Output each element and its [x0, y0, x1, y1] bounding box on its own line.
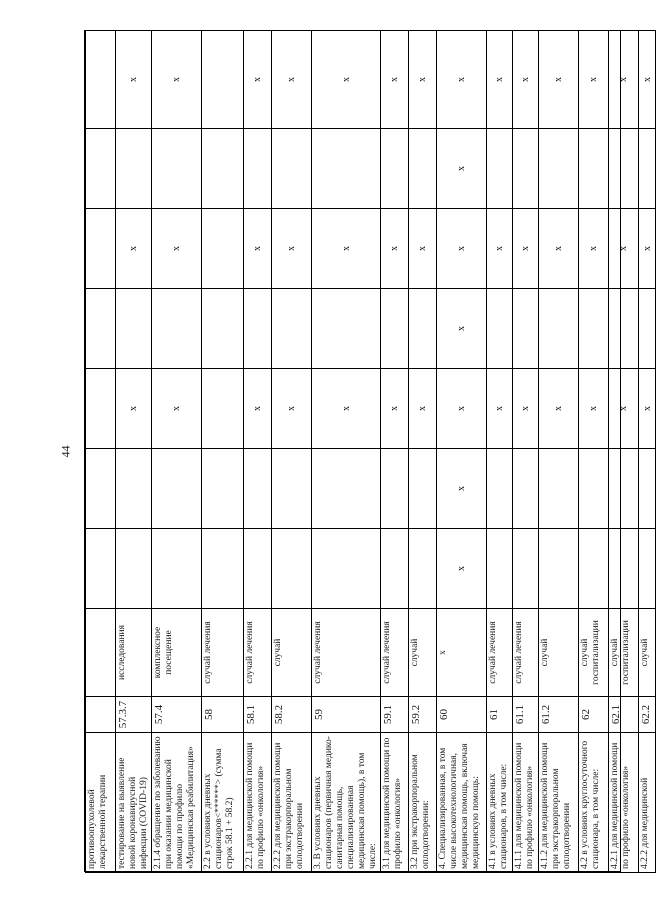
mark-cell-c7: х: [579, 31, 609, 129]
mark-cell-c5: х: [609, 209, 639, 289]
mark-cell-c4: [539, 289, 579, 369]
row-unit-cell: [86, 609, 116, 697]
mark-cell-c3: х: [244, 369, 272, 449]
mark-cell-c7: х: [409, 31, 437, 129]
row-name-cell: тестирование на выявление новой коронавирусной инфекции (COVID-19): [116, 733, 152, 873]
mark-cell-c4: [513, 289, 539, 369]
row-code-cell: 62.2: [639, 697, 656, 733]
mark-cell-c6: [116, 129, 152, 209]
mark-cell-c5: [86, 209, 116, 289]
mark-cell-c6: [579, 129, 609, 209]
row-name-cell: 4.2 в условиях круглосуточного стационара, в том числе:: [579, 733, 609, 873]
mark-cell-c3: х: [487, 369, 513, 449]
row-name-cell: 2.2 в условиях дневных стационаров<******> (сумма строк 58.1 + 58.2): [202, 733, 244, 873]
mark-cell-c6: [272, 129, 312, 209]
mark-cell-c4: [579, 289, 609, 369]
row-name-cell: 4.2.1 для медицинской помощи по профилю «онкология»: [609, 733, 639, 873]
row-code-cell: 61.1: [513, 697, 539, 733]
mark-cell-c3: х: [609, 369, 639, 449]
table-row: [312, 31, 381, 873]
row-unit-cell: исследования: [116, 609, 152, 697]
mark-cell-c4: [312, 289, 381, 369]
row-unit-cell: случай: [639, 609, 656, 697]
mark-cell-c1: [152, 529, 202, 609]
mark-cell-c4: [116, 289, 152, 369]
mark-cell-c1: [86, 529, 116, 609]
mark-cell-c7: [86, 31, 116, 129]
mark-cell-c7: х: [487, 31, 513, 129]
row-unit-cell: случай госпитализации: [609, 609, 639, 697]
mark-cell-c6: [513, 129, 539, 209]
mark-cell-c1: [579, 529, 609, 609]
mark-cell-c7: х: [609, 31, 639, 129]
mark-cell-c2: [272, 449, 312, 529]
mark-cell-c2: [152, 449, 202, 529]
mark-cell-c3: х: [272, 369, 312, 449]
row-code-cell: 59.2: [409, 697, 437, 733]
mark-cell-c5: х: [539, 209, 579, 289]
table-row: [539, 31, 579, 873]
table-row: [152, 31, 202, 873]
mark-cell-c2: [116, 449, 152, 529]
mark-cell-c3: х: [639, 369, 656, 449]
row-name-cell: 4.1.2 для медицинской помощи при экстракорпоральном оплодотворении: [539, 733, 579, 873]
row-code-cell: 58.1: [244, 697, 272, 733]
page-number: 44: [58, 445, 73, 458]
row-unit-cell: случай лечения: [202, 609, 244, 697]
data-table: [85, 30, 656, 873]
row-code-cell: 58.2: [272, 697, 312, 733]
mark-cell-c3: [202, 369, 244, 449]
row-code-cell: 59: [312, 697, 381, 733]
mark-cell-c2: [539, 449, 579, 529]
table-row: [381, 31, 409, 873]
mark-cell-c1: [409, 529, 437, 609]
rotated-table-wrapper: [85, 31, 653, 873]
row-code-cell: 58: [202, 697, 244, 733]
mark-cell-c6: [639, 129, 656, 209]
mark-cell-c6: [86, 129, 116, 209]
mark-cell-c7: х: [244, 31, 272, 129]
row-unit-cell: комплексное посещение: [152, 609, 202, 697]
row-name-cell: 4.1.1 для медицинской помощи по профилю «онкология»: [513, 733, 539, 873]
mark-cell-c5: х: [152, 209, 202, 289]
row-code-cell: 61: [487, 697, 513, 733]
table-row: [579, 31, 609, 873]
mark-cell-c2: [487, 449, 513, 529]
row-code-cell: 61.2: [539, 697, 579, 733]
mark-cell-c5: х: [272, 209, 312, 289]
row-unit-cell: случай лечения: [244, 609, 272, 697]
table-row: [86, 31, 116, 873]
row-unit-cell: случай: [409, 609, 437, 697]
row-name-cell: 2.1.4 обращение по заболеванию при оказании медицинской помощи по профилю «Медицинская реабилитация»: [152, 733, 202, 873]
mark-cell-c7: х: [639, 31, 656, 129]
mark-cell-c7: [202, 31, 244, 129]
row-name-cell: 3. В условиях дневных стационаров (первичная медико-санитарная помощь, специализированная медицинская помощь), в том числе:: [312, 733, 381, 873]
table-body: [86, 31, 656, 873]
mark-cell-c5: х: [244, 209, 272, 289]
table-row: [116, 31, 152, 873]
mark-cell-c7: х: [312, 31, 381, 129]
mark-cell-c2: [381, 449, 409, 529]
row-unit-cell: случай лечения: [381, 609, 409, 697]
table-row: [513, 31, 539, 873]
mark-cell-c2: [244, 449, 272, 529]
mark-cell-c3: х: [513, 369, 539, 449]
mark-cell-c3: [86, 369, 116, 449]
mark-cell-c1: [244, 529, 272, 609]
mark-cell-c5: х: [487, 209, 513, 289]
mark-cell-c3: х: [539, 369, 579, 449]
mark-cell-c1: [116, 529, 152, 609]
mark-cell-c3: х: [579, 369, 609, 449]
mark-cell-c2: [609, 449, 639, 529]
mark-cell-c1: [513, 529, 539, 609]
row-code-cell: 60: [437, 697, 487, 733]
mark-cell-c7: х: [116, 31, 152, 129]
mark-cell-c7: х: [152, 31, 202, 129]
row-code-cell: 59.1: [381, 697, 409, 733]
mark-cell-c1: [272, 529, 312, 609]
mark-cell-c4: [86, 289, 116, 369]
row-name-cell: 2.2.2 для медицинской помощи при экстракорпоральном оплодотворении: [272, 733, 312, 873]
mark-cell-c6: [381, 129, 409, 209]
row-name-cell: 4. Специализированная, в том числе высокотехнологичная, медицинская помощь, включая медицинскую помощь:: [437, 733, 487, 873]
mark-cell-c6: [609, 129, 639, 209]
table-row: [487, 31, 513, 873]
row-name-cell: 4.2.2 для медицинской: [639, 733, 656, 873]
row-name-cell: 3.2 при экстракорпоральном оплодотворении:: [409, 733, 437, 873]
mark-cell-c1: [539, 529, 579, 609]
mark-cell-c2: [579, 449, 609, 529]
row-unit-cell: х: [437, 609, 487, 697]
mark-cell-c7: х: [437, 31, 487, 129]
row-code-cell: [86, 697, 116, 733]
mark-cell-c1: [487, 529, 513, 609]
table-row: [244, 31, 272, 873]
mark-cell-c7: х: [539, 31, 579, 129]
table-row: [202, 31, 244, 873]
mark-cell-c4: [609, 289, 639, 369]
mark-cell-c2: [639, 449, 656, 529]
mark-cell-c7: х: [381, 31, 409, 129]
mark-cell-c6: [312, 129, 381, 209]
table-row: [639, 31, 656, 873]
mark-cell-c6: [202, 129, 244, 209]
mark-cell-c3: х: [116, 369, 152, 449]
mark-cell-c5: х: [381, 209, 409, 289]
mark-cell-c4: [244, 289, 272, 369]
mark-cell-c4: [639, 289, 656, 369]
table-row: [437, 31, 487, 873]
row-unit-cell: случай лечения: [312, 609, 381, 697]
row-name-cell: 2.2.1 для медицинской помощи по профилю «онкология»: [244, 733, 272, 873]
mark-cell-c1: х: [437, 529, 487, 609]
mark-cell-c1: [639, 529, 656, 609]
row-code-cell: 57.4: [152, 697, 202, 733]
row-code-cell: 62: [579, 697, 609, 733]
row-unit-cell: случай госпитализации: [579, 609, 609, 697]
row-code-cell: 57.3.7: [116, 697, 152, 733]
mark-cell-c5: х: [437, 209, 487, 289]
row-name-cell: противоопухолевой лекарственной терапии: [86, 733, 116, 873]
mark-cell-c3: х: [312, 369, 381, 449]
mark-cell-c5: х: [312, 209, 381, 289]
mark-cell-c4: [152, 289, 202, 369]
mark-cell-c6: [487, 129, 513, 209]
mark-cell-c2: [513, 449, 539, 529]
row-name-cell: 3.1 для медицинской помощи по профилю «онкология»: [381, 733, 409, 873]
mark-cell-c4: [487, 289, 513, 369]
table-row: [272, 31, 312, 873]
mark-cell-c1: [609, 529, 639, 609]
row-name-cell: 4.1 в условиях дневных стационаров, в том числе:: [487, 733, 513, 873]
data-table-frame: [84, 30, 653, 872]
mark-cell-c5: х: [639, 209, 656, 289]
mark-cell-c2: [202, 449, 244, 529]
mark-cell-c2: [312, 449, 381, 529]
row-unit-cell: случай: [539, 609, 579, 697]
row-unit-cell: случай лечения: [487, 609, 513, 697]
mark-cell-c1: [381, 529, 409, 609]
mark-cell-c6: [539, 129, 579, 209]
mark-cell-c2: х: [437, 449, 487, 529]
mark-cell-c4: [202, 289, 244, 369]
row-unit-cell: случай: [272, 609, 312, 697]
mark-cell-c5: х: [116, 209, 152, 289]
mark-cell-c3: х: [381, 369, 409, 449]
mark-cell-c5: х: [513, 209, 539, 289]
mark-cell-c4: [272, 289, 312, 369]
mark-cell-c3: х: [152, 369, 202, 449]
mark-cell-c4: х: [437, 289, 487, 369]
mark-cell-c1: [312, 529, 381, 609]
mark-cell-c6: [409, 129, 437, 209]
mark-cell-c7: х: [272, 31, 312, 129]
mark-cell-c4: [409, 289, 437, 369]
mark-cell-c4: [381, 289, 409, 369]
mark-cell-c5: [202, 209, 244, 289]
row-unit-cell: случай лечения: [513, 609, 539, 697]
mark-cell-c7: х: [513, 31, 539, 129]
mark-cell-c5: х: [579, 209, 609, 289]
mark-cell-c3: х: [409, 369, 437, 449]
mark-cell-c2: [86, 449, 116, 529]
table-row: [609, 31, 639, 873]
mark-cell-c2: [409, 449, 437, 529]
table-row: [409, 31, 437, 873]
mark-cell-c5: х: [409, 209, 437, 289]
mark-cell-c6: [152, 129, 202, 209]
mark-cell-c6: х: [437, 129, 487, 209]
mark-cell-c3: х: [437, 369, 487, 449]
row-code-cell: 62.1: [609, 697, 639, 733]
mark-cell-c6: [244, 129, 272, 209]
mark-cell-c1: [202, 529, 244, 609]
